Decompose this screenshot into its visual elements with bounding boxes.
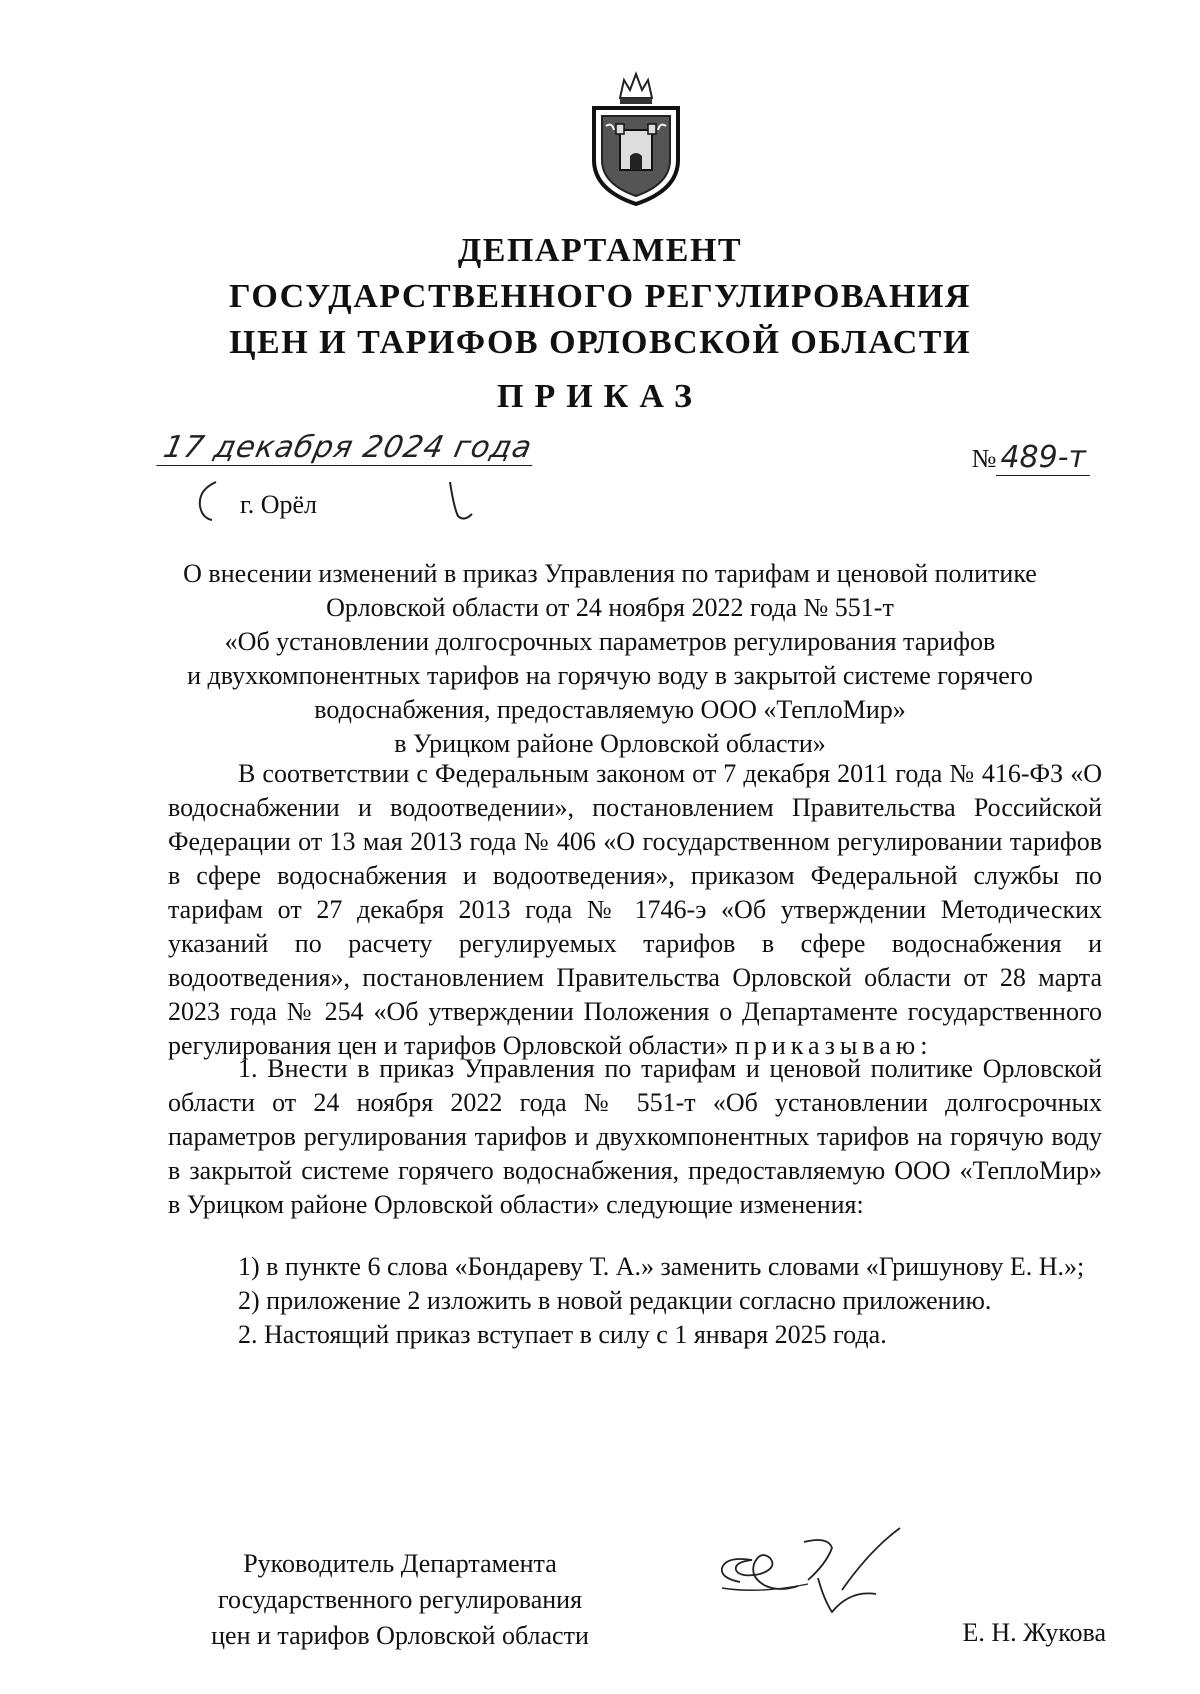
subject-line: «Об установлении долгосрочных параметров регулирования тарифов — [224, 627, 996, 656]
handwritten-number: 489-т — [996, 440, 1090, 476]
subject-line: О внесении изменений в приказ Управления по тарифам и ценовой политике — [183, 559, 1037, 588]
handwritten-date: 17 декабря 2024 года — [156, 430, 539, 466]
order-number — [972, 440, 1090, 476]
number-sign: № — [971, 444, 997, 473]
header-line-1: ДЕПАРТАМЕНТ — [457, 232, 743, 269]
header-line-3: ЦЕН И ТАРИФОВ ОРЛОВСКОЙ ОБЛАСТИ — [229, 324, 971, 361]
signatory-line-2: государственного регулирования — [217, 1585, 583, 1614]
sub-items — [168, 1250, 1102, 1352]
signatory-line-1: Руководитель Департамента — [243, 1549, 557, 1578]
subject-line: Орловской области от 24 ноября 2022 года № 551-т — [326, 593, 894, 622]
command-word: приказываю: — [734, 1031, 933, 1060]
signature-icon — [700, 1520, 940, 1630]
header-line-2: ГОСУДАРСТВЕННОГО РЕГУЛИРОВАНИЯ — [229, 278, 971, 315]
subject-line: водоснабжения, предоставляемую ООО «ТеплоМир» — [314, 695, 906, 724]
coat-of-arms-icon — [584, 68, 688, 208]
subject-line: в Урицком районе Орловской области» — [394, 729, 826, 758]
sub-item: 2. Настоящий приказ вступает в силу с 1 января 2025 года. — [238, 1320, 887, 1349]
preamble-text: В соответствии с Федеральным законом от 7 декабря 2011 года № 416-ФЗ «О водоснабжении и водоотведении», постановлением Правительства Российской Федерации от 13 мая 2013 года № 406 «О государственном регулировании тарифов в сфере водоснабжения и водоотведения», приказом Федеральной службы по тарифам от 27 декабря 2013 года № 1746-э «Об утверждении Методических указаний по расчету регулируемых тарифов в сфере водоснабжения и водоотведения», постановлением Правительства Орловской области от 28 марта 2023 года № 254 «Об утверждении Положения о Департаменте государственного регулирования цен и тарифов Орловской области» — [168, 759, 1102, 1060]
signatory-line-3: цен и тарифов Орловской области — [211, 1621, 589, 1650]
subject-line: и двухкомпонентных тарифов на горячую воду в закрытой системе горячего — [187, 661, 1033, 690]
corner-bracket-right-icon — [446, 478, 476, 524]
preamble-paragraph — [168, 757, 1102, 1063]
corner-bracket-left-icon — [188, 476, 224, 524]
order-title: ПРИКАЗ — [497, 378, 703, 415]
sub-item: 1) в пункте 6 слова «Бондареву Т. А.» заменить словами «Гришунову Е. Н.»; — [238, 1252, 1085, 1281]
order-subject — [160, 557, 1060, 761]
signer-name: Е. Н. Жукова — [962, 1618, 1106, 1647]
sub-item: 2) приложение 2 изложить в новой редакции согласно приложению. — [238, 1286, 992, 1315]
department-header — [0, 228, 1200, 366]
city: г. Орёл — [240, 490, 318, 519]
signatory-title — [180, 1546, 620, 1654]
item-1-paragraph: 1. Внести в приказ Управления по тарифам и ценовой политике Орловской области от 24 ноября 2022 года № 551-т «Об установлении долгосрочных параметров регулирования тарифов и двухкомпонентных тарифов на горячую воду в закрытой системе горячего водоснабжения, предоставляемую ООО «ТеплоМир» в Урицком районе Орловской области» следующие изменения: — [168, 1054, 1102, 1219]
